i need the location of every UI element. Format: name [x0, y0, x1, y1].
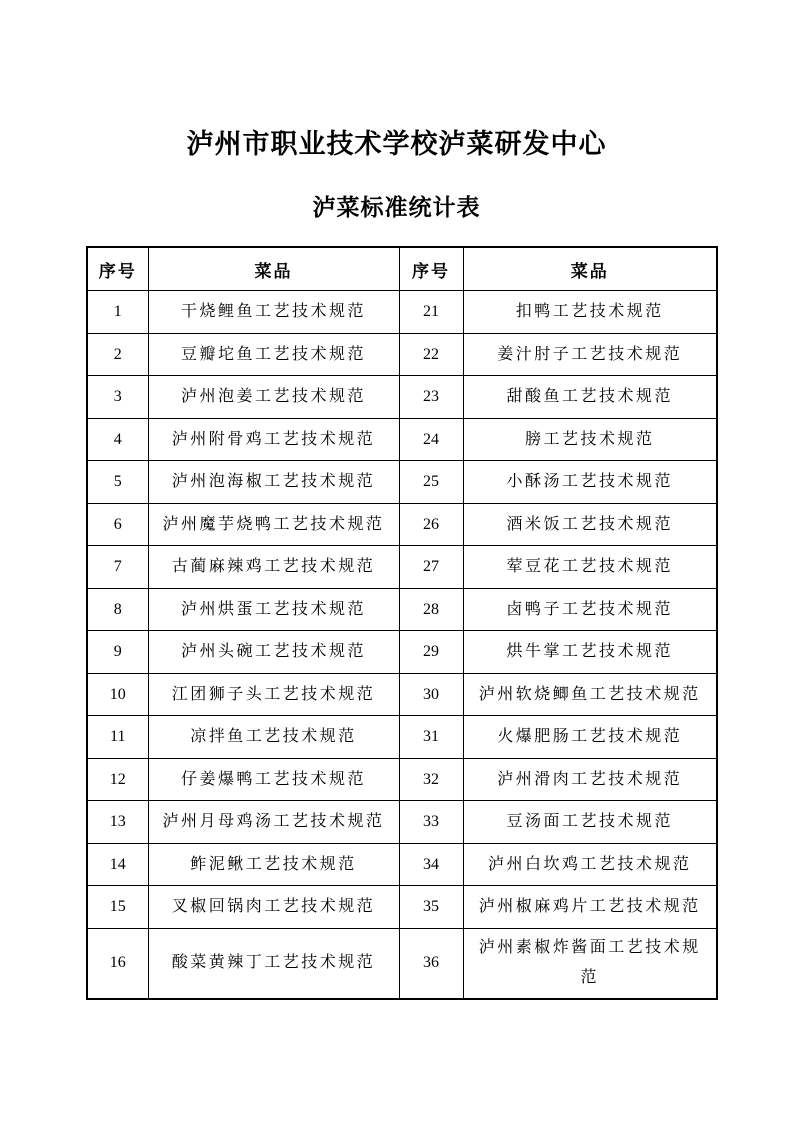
dish-name-cell: 姜汁肘子工艺技术规范 [463, 333, 717, 376]
serial-number-cell: 16 [87, 928, 148, 998]
serial-number-cell: 14 [87, 843, 148, 886]
dish-name-cell: 泸州软烧鲫鱼工艺技术规范 [463, 673, 717, 716]
dish-name-cell: 火爆肥肠工艺技术规范 [463, 716, 717, 759]
dish-name-cell: 小酥汤工艺技术规范 [463, 461, 717, 504]
serial-number-cell: 28 [399, 588, 463, 631]
serial-number-cell: 27 [399, 546, 463, 589]
dish-name-cell: 鲊泥鳅工艺技术规范 [148, 843, 399, 886]
dish-name-cell: 干烧鲤鱼工艺技术规范 [148, 291, 399, 334]
dish-name-cell: 仔姜爆鸭工艺技术规范 [148, 758, 399, 801]
serial-number-cell: 10 [87, 673, 148, 716]
dish-standards-table [86, 246, 718, 1000]
dish-name-cell: 泸州魔芋烧鸭工艺技术规范 [148, 503, 399, 546]
table-row [87, 631, 717, 674]
table-row [87, 801, 717, 844]
serial-number-cell: 23 [399, 376, 463, 419]
dish-name-cell: 泸州头碗工艺技术规范 [148, 631, 399, 674]
col-header-serial-left: 序号 [87, 247, 148, 291]
document-title: 泸州市职业技术学校泸菜研发中心 [186, 129, 607, 159]
dish-name-cell: 泸州月母鸡汤工艺技术规范 [148, 801, 399, 844]
dish-name-cell: 叉椒回锅肉工艺技术规范 [148, 886, 399, 929]
table-row [87, 673, 717, 716]
dish-name-cell: 豆瓣坨鱼工艺技术规范 [148, 333, 399, 376]
serial-number-cell: 11 [87, 716, 148, 759]
dish-name-cell: 酸菜黄辣丁工艺技术规范 [148, 928, 399, 998]
dish-name-cell: 泸州椒麻鸡片工艺技术规范 [463, 886, 717, 929]
serial-number-cell: 6 [87, 503, 148, 546]
table-header-row [87, 247, 717, 291]
dish-name-cell: 泸州烘蛋工艺技术规范 [148, 588, 399, 631]
table-row [87, 461, 717, 504]
serial-number-cell: 34 [399, 843, 463, 886]
table-row [87, 291, 717, 334]
serial-number-cell: 1 [87, 291, 148, 334]
serial-number-cell: 29 [399, 631, 463, 674]
dish-name-cell: 甜酸鱼工艺技术规范 [463, 376, 717, 419]
document-subtitle: 泸菜标准统计表 [312, 195, 481, 221]
table-row [87, 418, 717, 461]
dish-name-cell: 荤豆花工艺技术规范 [463, 546, 717, 589]
serial-number-cell: 12 [87, 758, 148, 801]
table-row [87, 503, 717, 546]
serial-number-cell: 3 [87, 376, 148, 419]
serial-number-cell: 25 [399, 461, 463, 504]
dish-name-cell: 江团狮子头工艺技术规范 [148, 673, 399, 716]
table-row [87, 843, 717, 886]
table-row [87, 546, 717, 589]
table-row [87, 758, 717, 801]
serial-number-cell: 7 [87, 546, 148, 589]
col-header-dish-right: 菜品 [463, 247, 717, 291]
dish-name-cell: 泸州泡姜工艺技术规范 [148, 376, 399, 419]
serial-number-cell: 4 [87, 418, 148, 461]
serial-number-cell: 15 [87, 886, 148, 929]
serial-number-cell: 32 [399, 758, 463, 801]
serial-number-cell: 30 [399, 673, 463, 716]
dish-name-cell: 扣鸭工艺技术规范 [463, 291, 717, 334]
table-row [87, 376, 717, 419]
table-row [87, 588, 717, 631]
serial-number-cell: 13 [87, 801, 148, 844]
serial-number-cell: 22 [399, 333, 463, 376]
table-body [87, 291, 717, 999]
col-header-serial-right: 序号 [399, 247, 463, 291]
dish-name-cell: 泸州素椒炸酱面工艺技术规范 [463, 928, 717, 998]
dish-name-cell: 烘牛掌工艺技术规范 [463, 631, 717, 674]
serial-number-cell: 26 [399, 503, 463, 546]
dish-name-cell: 古蔺麻辣鸡工艺技术规范 [148, 546, 399, 589]
serial-number-cell: 33 [399, 801, 463, 844]
table-row [87, 333, 717, 376]
serial-number-cell: 24 [399, 418, 463, 461]
serial-number-cell: 35 [399, 886, 463, 929]
dish-name-cell: 豆汤面工艺技术规范 [463, 801, 717, 844]
dish-name-cell: 卤鸭子工艺技术规范 [463, 588, 717, 631]
dish-name-cell: 膀工艺技术规范 [463, 418, 717, 461]
serial-number-cell: 21 [399, 291, 463, 334]
serial-number-cell: 36 [399, 928, 463, 998]
table-row [87, 886, 717, 929]
dish-name-cell: 泸州白坎鸡工艺技术规范 [463, 843, 717, 886]
serial-number-cell: 2 [87, 333, 148, 376]
serial-number-cell: 5 [87, 461, 148, 504]
table-row [87, 928, 717, 998]
table-row [87, 716, 717, 759]
dish-name-cell: 凉拌鱼工艺技术规范 [148, 716, 399, 759]
dish-name-cell: 泸州附骨鸡工艺技术规范 [148, 418, 399, 461]
dish-name-cell: 泸州泡海椒工艺技术规范 [148, 461, 399, 504]
serial-number-cell: 8 [87, 588, 148, 631]
dish-name-cell: 酒米饭工艺技术规范 [463, 503, 717, 546]
serial-number-cell: 9 [87, 631, 148, 674]
serial-number-cell: 31 [399, 716, 463, 759]
dish-name-cell: 泸州滑肉工艺技术规范 [463, 758, 717, 801]
col-header-dish-left: 菜品 [148, 247, 399, 291]
